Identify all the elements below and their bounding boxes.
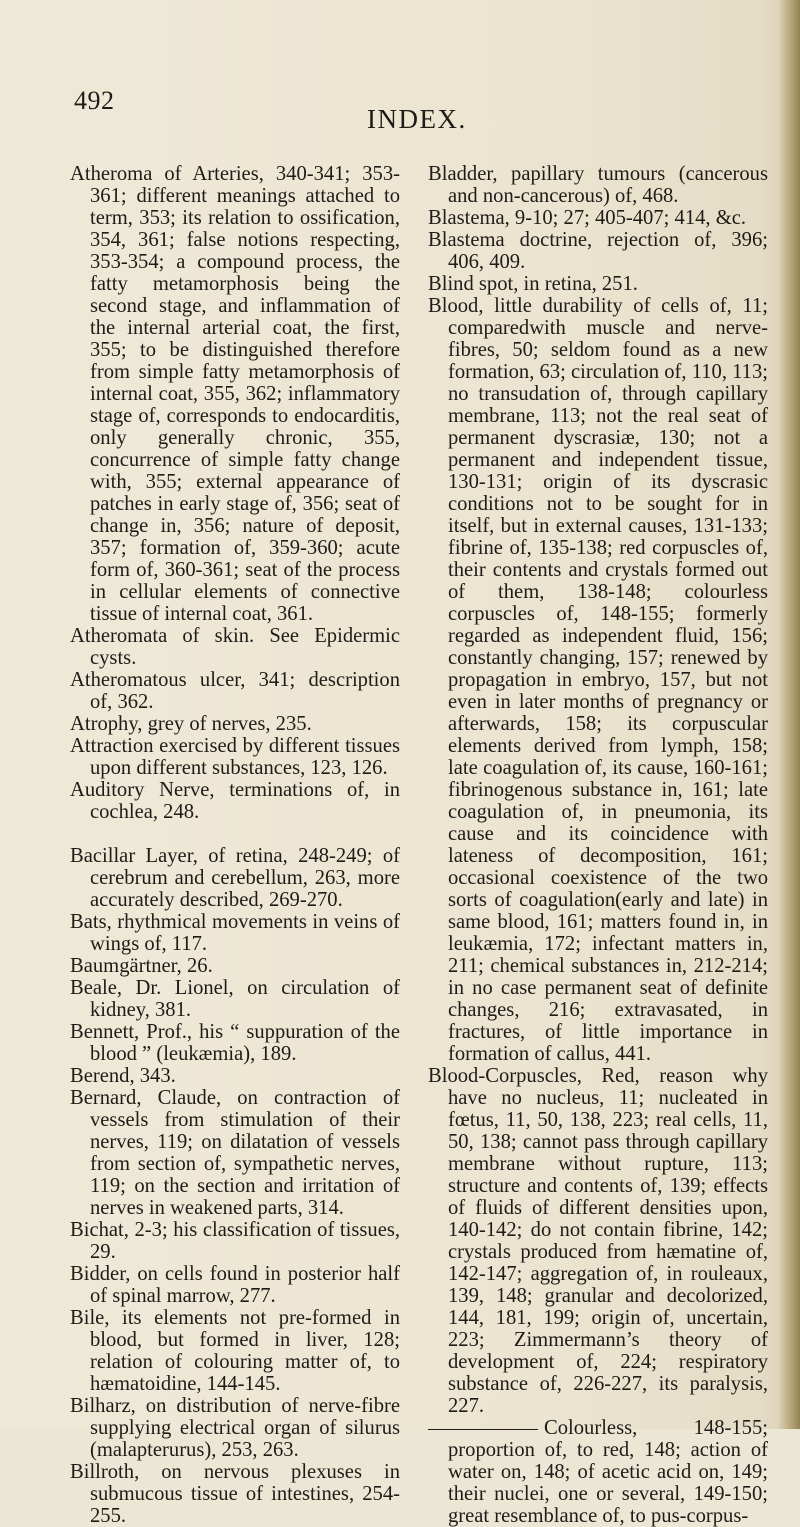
index-entry-text: Bilharz, on distribution of nerve-fibre supplying electrical organ of silurus (malapterurus), 253, 263. bbox=[70, 1395, 400, 1461]
index-entry-text: Atheromata of skin. See Epidermic cysts. bbox=[70, 625, 400, 669]
index-entry-text: Auditory Nerve, terminations of, in cochlea, 248. bbox=[70, 779, 400, 823]
index-entry-text: Atheromatous ulcer, 341; description of, 362. bbox=[70, 669, 400, 713]
index-entry bbox=[70, 669, 400, 713]
index-entry bbox=[70, 1461, 400, 1527]
index-entry-text: Bidder, on cells found in posterior half of spinal marrow, 277. bbox=[70, 1263, 400, 1307]
index-entry bbox=[70, 625, 400, 669]
index-entry-text: Bichat, 2-3; his classification of tissues, 29. bbox=[70, 1219, 400, 1263]
index-entry bbox=[70, 713, 400, 735]
page-edge bbox=[778, 0, 800, 1429]
index-entry-text: Beale, Dr. Lionel, on circulation of kidney, 381. bbox=[70, 977, 400, 1021]
page-number: 492 bbox=[74, 86, 115, 115]
index-entry bbox=[70, 911, 400, 955]
index-entry-text: Blood-Corpuscles, Red, reason why have no nucleus, 11; nucleated in fœtus, 11, 50, 138, 223; real cells, 11, 50, 138; cannot pass through capillary membrane without rupture, 113; structure and contents of, 139; effects of fluids of different densities upon, 140-142; do not contain fibrine, 142; crystals produced from hæmatine of, 142-147; aggregation of, in rouleaux, 139, 148; granular and decolorized, 144, 181, 199; origin of, uncertain, 223; Zimmermann’s theory of development of, 224; respiratory substance of, 226-227, its paralysis, 227. bbox=[428, 1065, 768, 1417]
index-entry-text: Bacillar Layer, of retina, 248-249; of cerebrum and cerebellum, 263, more accurately described, 269-270. bbox=[70, 845, 400, 911]
index-entry bbox=[70, 779, 400, 823]
index-entry bbox=[70, 163, 400, 625]
index-entry-text: Bernard, Claude, on contraction of vessels from stimulation of their nerves, 119; on dilatation of vessels from section of, sympathetic nerves, 119; on the section and irritation of nerves in weakened parts, 314. bbox=[70, 1087, 400, 1219]
index-entry-text: Berend, 343. bbox=[70, 1065, 176, 1087]
index-entry-text: Billroth, on nervous plexuses in submucous tissue of intestines, 254-255. bbox=[70, 1461, 400, 1527]
index-entry-text: Blind spot, in retina, 251. bbox=[428, 273, 638, 295]
index-entry bbox=[70, 1087, 400, 1219]
index-entry bbox=[428, 207, 768, 229]
index-entry bbox=[70, 1021, 400, 1065]
index-entry-text: Bats, rhythmical movements in veins of wings of, 117. bbox=[70, 911, 400, 955]
index-entry-text: Blastema, 9-10; 27; 405-407; 414, &c. bbox=[428, 207, 747, 229]
index-entry bbox=[428, 163, 768, 207]
index-entry bbox=[70, 1219, 400, 1263]
index-column-left bbox=[70, 163, 400, 1527]
index-entry-text: Bladder, papillary tumours (cancerous and non-cancerous) of, 468. bbox=[428, 163, 768, 207]
index-entry bbox=[428, 1417, 768, 1527]
index-entry-text: Bennett, Prof., his “ suppuration of the blood ” (leukæmia), 189. bbox=[70, 1021, 400, 1065]
index-entry bbox=[70, 1065, 400, 1087]
index-entry-text: Baumgärtner, 26. bbox=[70, 955, 213, 977]
index-entry bbox=[70, 977, 400, 1021]
running-head: INDEX. bbox=[367, 104, 467, 134]
index-entry bbox=[428, 1065, 768, 1417]
index-entry bbox=[70, 1395, 400, 1461]
index-entry-text: Colourless, 148-155; proportion of, to red, 148; action of water on, 148; of acetic acid on, 149; their nuclei, one or several, 149-150; great resemblance of, to pus-corpus- bbox=[448, 1417, 768, 1527]
index-entry bbox=[70, 735, 400, 779]
index-entry bbox=[70, 955, 400, 977]
index-entry bbox=[70, 845, 400, 911]
index-entry-text: Blastema doctrine, rejection of, 396; 406, 409. bbox=[428, 229, 768, 273]
index-entry bbox=[70, 1307, 400, 1395]
index-entry-text: Blood, little durability of cells of, 11; comparedwith muscle and nerve-fibres, 50; seldom found as a new formation, 63; circulation of, 110, 113; no transudation of, through capillary membrane, 113; not the real seat of permanent dyscrasiæ, 130; not a permanent and independent tissue, 130-131; origin of its dyscrasic conditions not to be sought for in itself, but in external causes, 131-133; fibrine of, 135-138; red corpuscles of, their contents and crystals formed out of them, 138-148; colourless corpuscles of, 148-155; formerly regarded as independent fluid, 156; constantly changing, 157; renewed by propagation in embryo, 157, but not even in later months of pregnancy or afterwards, 158; its corpuscular elements derived from lymph, 158; late coagulation of, its cause, 160-161; fibrinogenous substance in, 161; late coagulation of, in pneumonia, its cause and its coincidence with lateness of decomposition, 161; occasional coexistence of the two sorts of coagulation(early and late) in same blood, 161; matters found in, in leukæmia, 172; infectant matters in, 211; chemical substances in, 212-214; in no case permanent seat of definite changes, 216; extravasated, in fractures, of little importance in formation of callus, 441. bbox=[428, 295, 768, 1065]
index-entry bbox=[428, 273, 768, 295]
index-column-right bbox=[428, 163, 768, 1527]
index-entry bbox=[428, 295, 768, 1065]
index-entry-text: Bile, its elements not pre-formed in blood, but formed in liver, 128; relation of colouring matter of, to hæmatoidine, 144-145. bbox=[70, 1307, 400, 1395]
index-entry-text: Attraction exercised by different tissues upon different substances, 123, 126. bbox=[70, 735, 400, 779]
index-entry-text: Atheroma of Arteries, 340-341; 353-361; different meanings attached to term, 353; its relation to ossification, 354, 361; false notions respecting, 353-354; a compound process, the fatty metamorphosis being the second stage, and inflammation of the internal arterial coat, the first, 355; to be distinguished therefore from simple fatty metamorphosis of internal coat, 355, 362; inflammatory stage of, corresponds to endocarditis, only generally chronic, 355, concurrence of simple fatty change with, 355; external appearance of patches in early stage of, 356; seat of change in, 356; nature of deposit, 357; formation of, 359-360; acute form of, 360-361; seat of the process in cellular elements of connective tissue of internal coat, 361. bbox=[70, 163, 400, 625]
index-entry-text: Atrophy, grey of nerves, 235. bbox=[70, 713, 312, 735]
index-entry bbox=[428, 229, 768, 273]
index-entry bbox=[70, 1263, 400, 1307]
